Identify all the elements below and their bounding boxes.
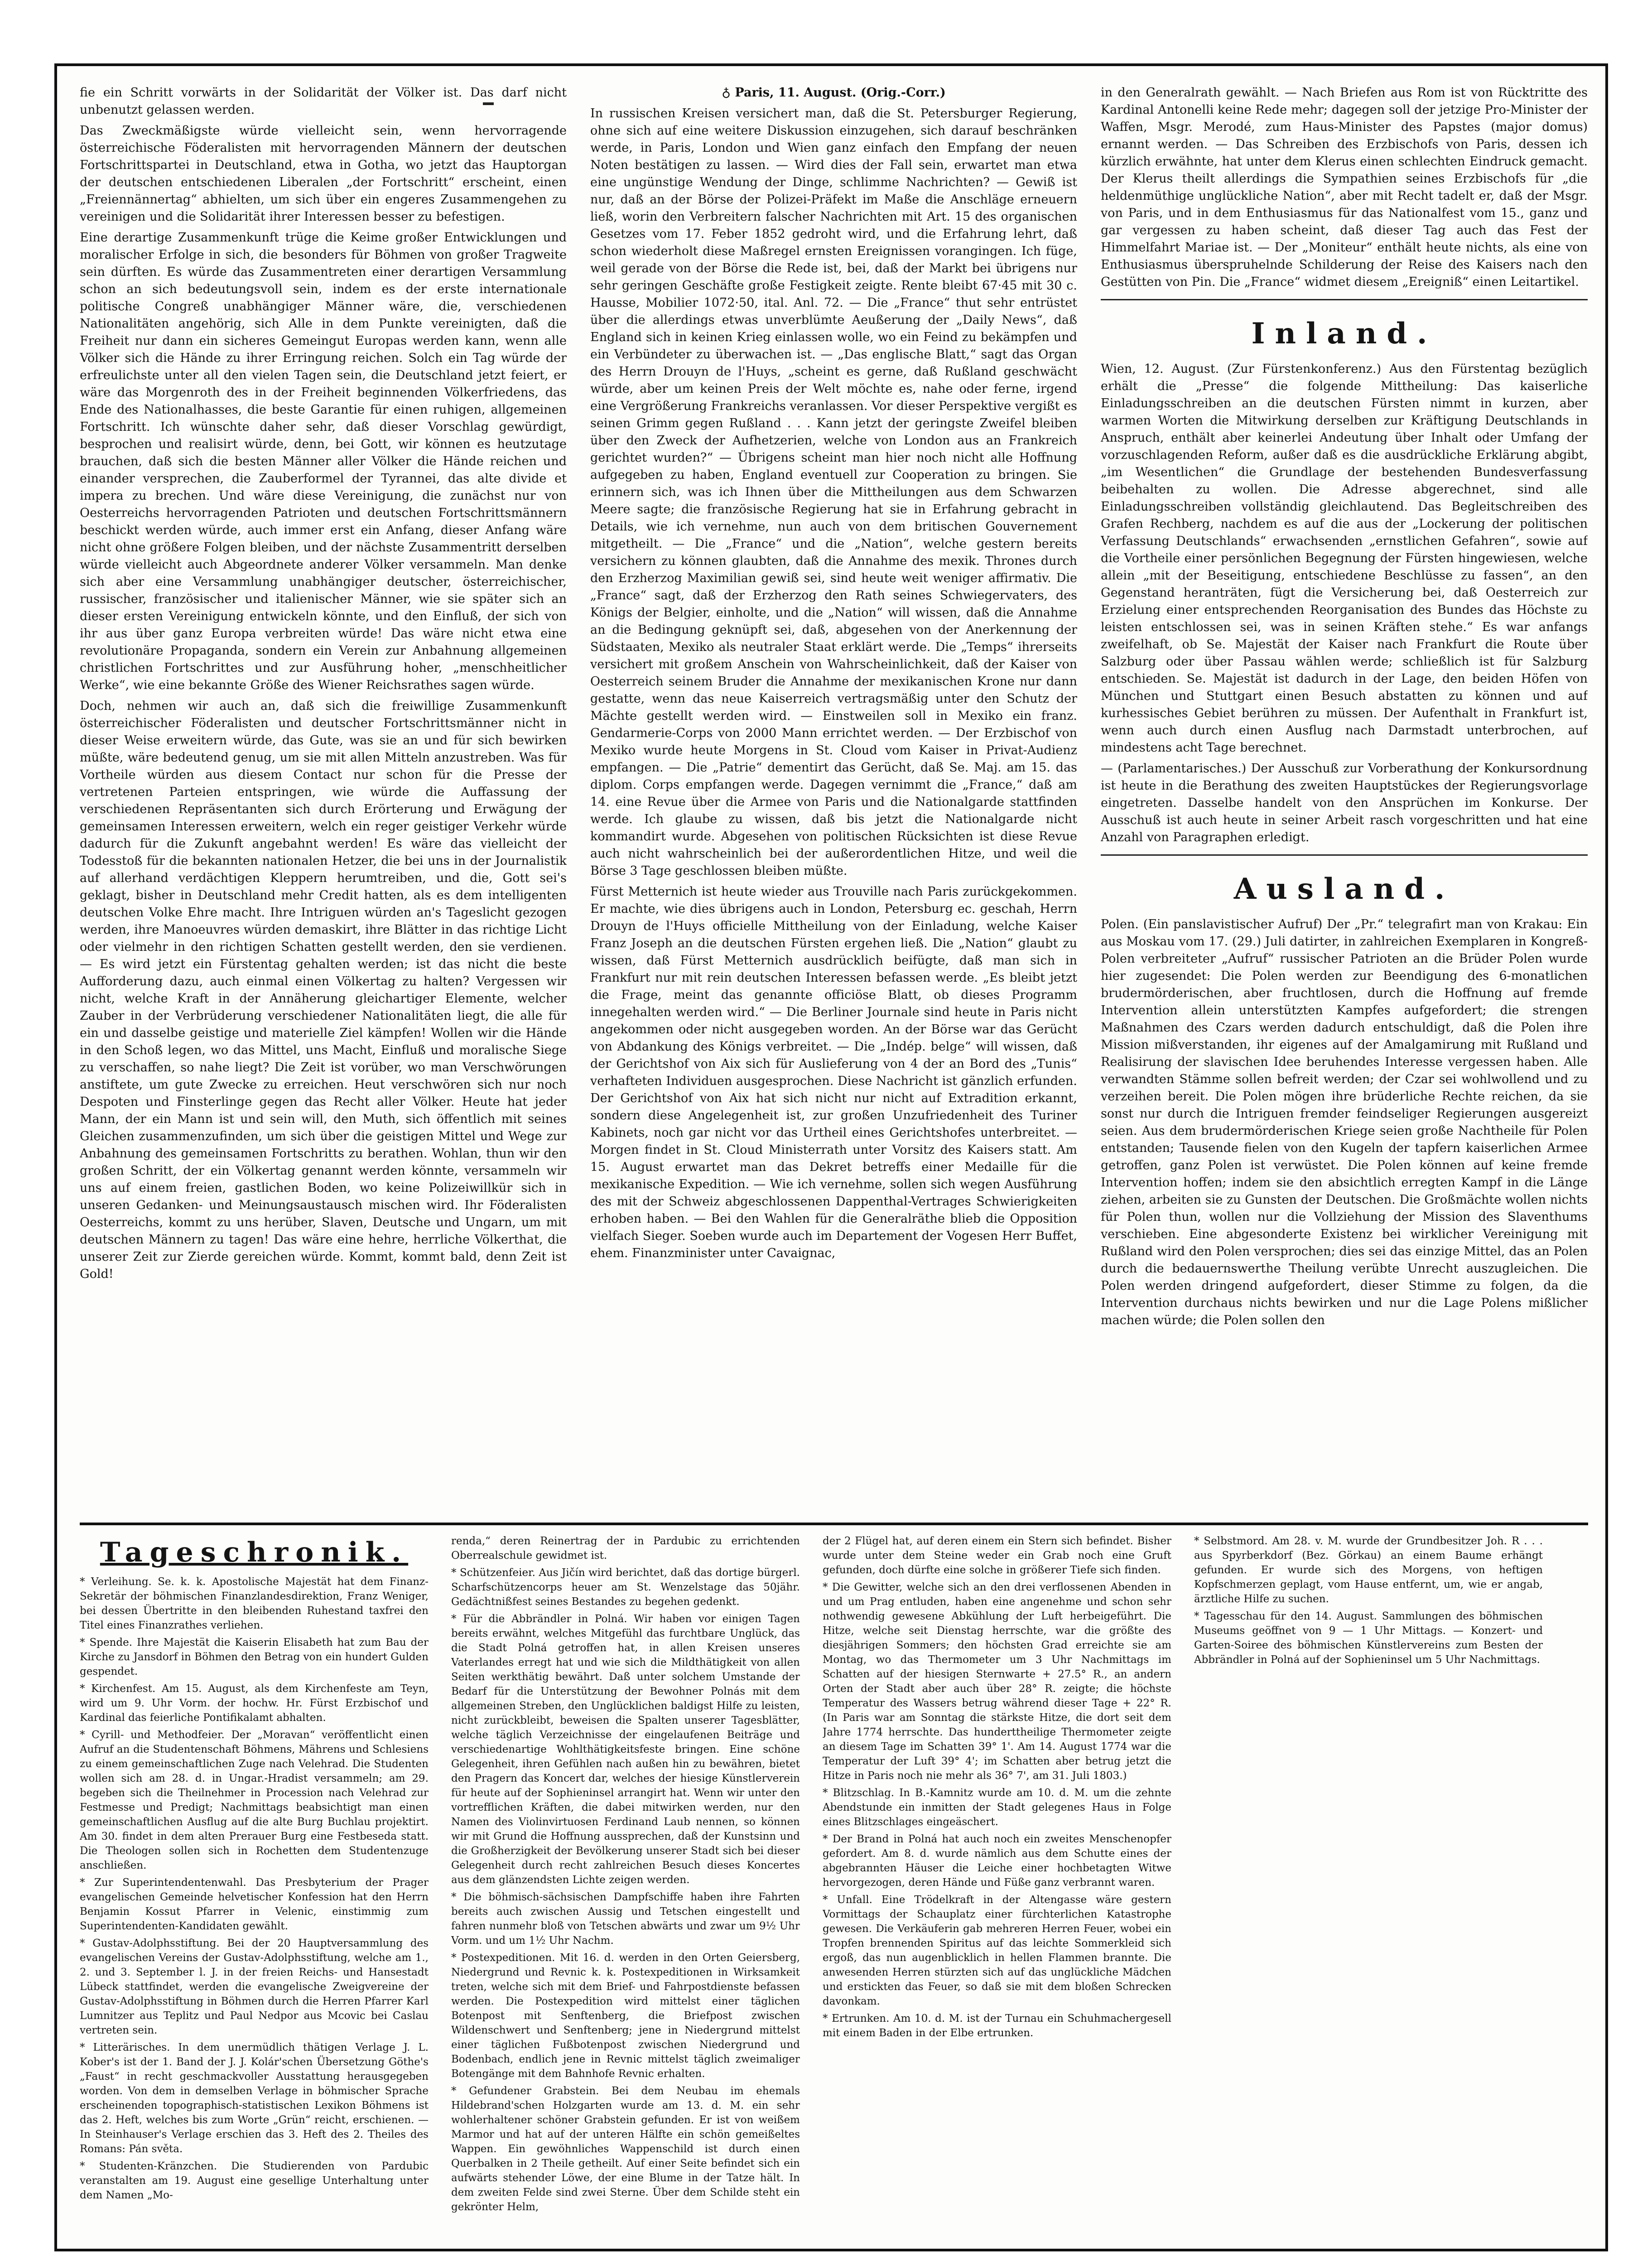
tageschronik-heading: Tageschronik. — [100, 1537, 409, 1568]
chronicle-item: * Selbstmord. Am 28. v. M. wurde der Grundbesitzer Joh. R . . . aus Spyrberkdorf (Bez. Görkau) an einem Baume erhängt gefunden. Er wurde sich des Morgens, von heftigen Kopfschmerzen geplagt, vom Hause entfernt, um, wie er angab, ärztliche Hilfe zu suchen. — [1194, 1535, 1543, 1605]
inland-paragraph: — (Parlamentarisches.) Der Ausschuß zur Vorberathung der Konkursordnung ist heute in die Berathung des zweiten Hauptstückes der Regierungsvorlage eingetreten. Dasselbe handelt von den Ansprüchen im Konkurse. Der Ausschuß ist auch heute in seiner Arbeit rasch vorgeschritten und hat eine Anzahl von Paragraphen erledigt. — [1101, 761, 1588, 844]
inland-heading: Inland. — [1251, 317, 1437, 351]
chronicle-item: * Litterärisches. In dem unermüdlich thätigen Verlage J. L. Kober's ist der 1. Band der J. J. Kolár'schen Übersetzung Göthe's „Faust“ in recht geschmackvoller Ausstattung herausgegeben worden. Von dem in demselben Verlage in böhmischer Sprache erscheinenden topographisch-statistischen Lexikon Böhmens ist das 2. Heft, welches bis zum Worte „Grün“ reicht, erschienen. — In Steinhauser's Verlage erschien das 3. Heft des 2. Theiles des Romans: Pán světa. — [80, 2042, 429, 2155]
inland-paragraph: Wien, 12. August. (Zur Fürstenkonferenz.) Aus den Fürstentag bezüglich erhält die „Presse“ die folgende Mittheilung: Das kaiserliche Einladungsschreiben an die deutschen Fürsten nimmt in kurzen, aber warmen Worten die Mitwirkung derselben zur Kräftigung Deutschlands in Anspruch, enthält aber keinerlei Andeutung über Inhalt oder Umfang der vorzuschlagenden Reform, außer daß es die ausdrückliche Erklärung abgibt, „im Wesentlichen“ die Grundlage der bestehenden Bundesverfassung beibehalten zu wollen. Die Adresse abgerechnet, sind alle Einladungsschreiben vollständig gleichlautend. Das Begleitschreiben des Grafen Rechberg, nachdem es auf die aus der „Lockerung der politischen Verfassung Deutschlands“ erwachsenden „ernstlichen Gefahren“, sowie auf die Vortheile einer persönlichen Begegnung der Fürsten hingewiesen, welche allein „mit der Beseitigung, entschiedene Beschlüsse zu fassen“, an den Gegenstand heranträten, fügt die Versicherung bei, daß Oesterreich zur Erzielung einer entsprechenden Reorganisation des Bundes das Höchste zu leisten entschlossen sei, was in seinen Kräften stehe.“ Es war anfangs zweifelhaft, ob Se. Majestät der Kaiser nach Frankfurt die Route über Salzburg oder über Passau wählen werde; schließlich ist für Salzburg entschieden. Se. Majestät ist dadurch in der Lage, den beiden Höfen von München und Stuttgart einen Besuch abstatten zu können und auf kurhessisches Gebiet berühren zu müssen. Der Aufenthalt in Frankfurt ist, wenn auch durch einen Ausflug nach Darmstadt unterbrochen, auf mindestens acht Tage berechnet. — [1101, 362, 1588, 755]
ausland-paragraph: Polen. (Ein panslavistischer Aufruf) Der „Pr.“ telegrafirt man von Krakau: Ein aus Moskau vom 17. (29.) Juli datirter, in zahlreichen Exemplaren in Kongreß-Polen verbreiteter „Aufruf“ russischer Patrioten an die Brüder Polen wurde hier zugesendet: Die Polen werden zur Beendigung des 6-monatlichen brudermörderischen, aber fruchtlosen, durch die Hoffnung auf fremde Intervention allein unterstützten Kampfes aufgefordert; die strengen Maßnahmen des Czars werden dadurch entschuldigt, daß die Polen ihre Mission mißverstanden, ihr eigenes auf der Amalgamirung mit Rußland und Realisirung der slavischen Idee beruhendes Interesse vergessen haben. Alle verwandten Stämme sollen befreit werden; der Czar sei wohlwollend und zu verzeihen bereit. Die Polen mögen ihre brüderliche Rechte reichen, da sie sonst nur durch die Intriguen fremder feindseliger Regierungen ausgereizt seien. Aus dem brudermörderischen Kriege seien große Nachtheile für Polen entstanden; Tausende fielen von den Kugeln der tapfern kaiserlichen Armee getroffen, ganz Polen ist verwüstet. Die Polen können auf keine fremde Intervention hoffen; indem sie den absichtlich erregten Kampf in die Länge ziehen, arbeiten sie zu Gunsten der Deutschen. Die Großmächte wollen nichts für Polen thun, wollen nur die Vollziehung der Mission des Slaventhums verschieben. Eine abgesonderte Existenz bei wirklicher Vereinigung mit Rußland wird den Polen versprochen; dies sei das einzige Mittel, das an Polen durch die bedauernswerthe Theilung verübte Unrecht auszugleichen. Die Polen werden dringend aufgefordert, dieser Stimme zu folgen, da die Intervention durchaus nichts bewirken und nur die Lage Polens mißlicher machen würde; die Polen sollen den — [1101, 917, 1588, 1327]
chronicle-item: * Tagesschau für den 14. August. Sammlungen des böhmischen Museums geöffnet von 9 — 1 Uhr Mittags. — Konzert- und Garten-Soiree des böhmischen Künstlervereins zum Besten der Abbrändler in Polná auf der Sophieninsel um 5 Uhr Nachmittags. — [1194, 1610, 1543, 1666]
chronicle-item: * Studenten-Kränzchen. Die Studierenden von Pardubic veranstalten am 19. August eine gesellige Unterhaltung unter dem Namen „Mo- — [80, 2160, 429, 2201]
chronicle-item: * Gefundener Grabstein. Bei dem Neubau im ehemals Hildebrand'schen Holzgarten wurde am 13. d. M. ein sehr wohlerhaltener schöner Grabstein gefunden. Er ist von weißem Marmor und hat auf der unteren Hälfte ein schön gemeißeltes Wappen. Ein gewöhnliches Wappenschild ist durch einen Querbalken in 2 Theile getheilt. Auf einer Seite befindet sich ein aufwärts stehender Löwe, der eine Blume in der Tatze hält. In dem zweiten Felde sind zwei Sterne. Über dem Schilde steht ein gekrönter Helm, — [451, 2085, 800, 2213]
tageschronik-column-4 — [1194, 1534, 1543, 2241]
section-rule — [1101, 299, 1588, 300]
column-1-paragraph: fie ein Schritt vorwärts in der Solidarität der Völker ist. Das darf nicht unbenutzt gelassen werden. — [80, 86, 567, 117]
chronicle-item: * Ertrunken. Am 10. d. M. ist der Turnau ein Schuhmachergesell mit einem Baden in der Elbe ertrunken. — [823, 2013, 1171, 2039]
chronicle-item: * Der Brand in Polná hat auch noch ein zweites Menschenopfer gefordert. Am 8. d. wurde nämlich aus dem Schutte eines der abgebrannten Häuser die Leiche einer hochbetagten Witwe hervorgezogen, deren Hände und Füße ganz verbrannt waren. — [823, 1833, 1171, 1889]
chronicle-item: * Blitzschlag. In B.-Kamnitz wurde am 10. d. M. um die zehnte Abendstunde ein inmitten der Stadt gelegenes Haus in Folge eines Blitzschlages eingeäschert. — [823, 1787, 1171, 1828]
chronicle-item: * Gustav-Adolphsstiftung. Bei der 20 Hauptversammlung des evangelischen Vereins der Gustav-Adolphsstiftung, welche am 1., 2. und 3. September l. J. in der freien Reichs- und Hansestadt Lübeck stattfindet, werden die evangelische Zweigvereine der Gustav-Adolphsstiftung in Böhmen durch die Herren Pfarrer Karl Lumnitzer aus Teplitz und Paul Nedpor aus Mcovic bei Caslau vertreten sein. — [80, 1937, 429, 2036]
page-divider — [80, 1523, 1588, 1525]
column-3-paragraph: in den Generalrath gewählt. — Nach Briefen aus Rom ist von Rücktritte des Kardinal Antonelli keine Rede mehr; dagegen soll der jetzige Pro-Minister der Waffen, Msgr. Merodé, zum Haus-Minister des Papstes (major domus) ernannt werden. — Das Schreiben des Erzbischofs von Paris, dessen ich kürzlich erwähnte, hat unter dem Klerus einen schlechten Eindruck gemacht. Der Klerus theilt allerdings die Sympathien seines Erzbischofs für „die heldenmüthige unglückliche Nation“, aber mit Recht tadelt er, daß der Msgr. von Paris, und in dem Enthusiasmus für das Nationalfest vom 15., ganz und gar vergessen zu haben scheint, daß dieser Tag auch das Fest der Himmelfahrt Mariae ist. — Der „Moniteur“ enthält heute nichts, als eine von Enthusiasmus überspruhelnde Schilderung der Reise des Kaisers nach den Gestütten von Pin. Die „France“ widmet diesem „Ereigniß“ einen Leitartikel. — [1101, 86, 1588, 289]
chronicle-item: * Cyrill- und Methodfeier. Der „Moravan“ veröffentlicht einen Aufruf an die Studentenschaft Böhmens, Mährens und Schlesiens zu einem gemeinschaftlichen Zuge nach Velehrad. Die Studenten wollen sich am 28. d. in Ungar.-Hradist versammeln; am 29. begeben sich die Theilnehmer in Procession nach Velehrad zur Festmesse und Predigt; Nachmittags beabsichtigt man einen gemeinschaftlichen Ausflug auf die alte Burg Buchlau projektirt. Am 30. findet in dem alten Prerauer Burg eine Festbesedа statt. Die Theologen sollen sich in Rochetten dem Studentenzuge anschließen. — [80, 1729, 429, 1871]
paris-dateline: ♁ Paris, 11. August. (Orig.-Corr.) — [722, 86, 946, 100]
chronicle-item: * Unfall. Eine Trödelkraft in der Altengasse wäre gestern Vormittags der Schauplatz einer fürchterlichen Katastrophe gewesen. Die Verkäuferin gab mehreren Herren Feuer, wobei ein Tropfen brennenden Spiritus auf das leichte Sommerkleid sich ergoß, das nun augenblicklich in hellen Flammen brannte. Die anwesenden Herren stürzten sich auf das unglückliche Mädchen und erstickten das Feuer, so daß sie mit dem bloßen Schrecken davonkam. — [823, 1894, 1171, 2007]
column-2-paragraph: In russischen Kreisen versichert man, daß die St. Petersburger Regierung, ohne sich auf eine weitere Diskussion einzugehen, sich darauf beschränken werde, in Paris, London und Wien ganz einfach den Empfang der neuen Noten bestätigen zu lassen. — Wird dies der Fall sein, erwartet man etwa eine ungünstige Wendung der Dinge, schlimme Nachrichten? — Gewiß ist nur, daß an der Börse der Polizei-Präfekt im Maße die Anschläge erneuern ließ, worin den Verbreitern falscher Nachrichten mit Art. 15 des organischen Gesetzes vom 17. Feber 1852 gedroht wird, und die Erfahrung lehrt, daß schon wiederholt diese Maßregel ernsten Ereignissen vorangingen. Ich füge, weil gerade von der Börse die Rede ist, bei, daß der Markt bei übrigens nur sehr geringen Geschäfte große Festigkeit zeigte. Rente bleibt 67·45 mit 30 c. Hausse, Mobilier 1072·50, ital. Anl. 72. — Die „France“ thut sehr entrüstet über die allerdings etwas unverblümte Aeußerung der „Daily News“, daß England sich in keinen Krieg einlassen wolle, wo ein Feind zu bekämpfen und ein Verbündeter zu überwachen ist. — „Das englische Blatt,“ sagt das Organ des Herrn Drouyn de l'Huys, „scheint es gerne, daß Rußland geschwächt würde, aber um keinen Preis der Welt möchte es, nahe oder ferne, irgend eine Vergrößerung Frankreichs veranlassen. Vor dieser Perspektive vergißt es seinen Grimm gegen Rußland . . . Kann jetzt der geringste Zweifel bleiben über den Zweck der Aufhetzerien, welche von London aus an Frankreich gerichtet wurden?“ — Übrigens scheint man hier noch nicht alle Hoffnung aufgegeben zu haben, England eventuell zur Cooperation zu bringen. Sie erinnern sich, was ich Ihnen über die Mittheilungen aus dem Schwarzen Meere sagte; die französische Regierung hat sie in Erfahrung gebracht in Details, wie ich vernehme, nun auch von dem britischen Gouvernement mitgetheilt. — Die „France“ und die „Nation“, welche gestern bereits versichern zu können glaubten, daß die Annahme des mexik. Thrones durch den Erzherzog Maximilian gewiß sei, sind heute weit weniger affirmativ. Die „France“ sagt, daß der Erzherzog den Rath seines Schwiegervaters, des Königs der Belgier, einholte, und die „Nation“ will wissen, daß die Annahme an die Bedingung geknüpft sei, daß, abgesehen von der Anerkennung der Südstaaten, Mexiko als neutraler Staat erklärt werde. Die „Temps“ ihrerseits versichert mit großem Anschein von Wahrscheinlichkeit, daß der Kaiser von Oesterreich seinem Bruder die Annahme der mexikanischen Krone nur dann gestatte, wenn das neue Kaiserreich vertragsmäßig unter den Schutz der Mächte gestellt werden wird. — Einstweilen soll in Mexiko ein franz. Gendarmerie-Corps von 2000 Mann errichtet werden. — Der Erzbischof von Mexiko wurde heute Morgens in St. Cloud vom Kaiser in Privat-Audienz empfangen. — Die „Patrie“ dementirt das Gerücht, daß Se. Maj. am 15. das diplom. Corps empfangen werde. Dagegen vernimmt die „France,“ daß am 14. eine Revue über die Armee von Paris und die Nationalgarde stattfinden werde. Ich glaube zu wissen, daß bis jetzt die Nationalgarde nicht kommandirt wurde. Abgesehen von politischen Rücksichten ist diese Revue auch nicht wahrscheinlich bei der außerordentlichen Hitze, und weil die Börse 3 Tage geschlossen bleiben müßte. — [590, 106, 1077, 878]
column-1 — [80, 84, 567, 1516]
column-2 — [590, 84, 1077, 1516]
column-3 — [1101, 84, 1588, 1516]
chronicle-item: * Spende. Ihre Majestät die Kaiserin Elisabeth hat zum Bau der Kirche zu Jansdorf in Böhmen den Betrag von ein hundert Gulden gespendet. — [80, 1637, 429, 1677]
chronicle-item: * Postexpeditionen. Mit 16. d. werden in den Orten Geiersberg, Niedergrund und Revnic k. k. Postexpeditionen in Wirksamkeit treten, welche sich mit dem Brief- und Fahrpostdienste befassen werden. Die Postexpedition wird mittelst einer täglichen Botenpost mit Senftenberg, die Briefpost zwischen Wildenschwert und Senftenberg; jene in Niedergrund mittelst einer täglichen Fußbotenpost zwischen Niedergrund und Bodenbach, endlich jene in Revnic mittelst täglich zweimaliger Botengänge mit dem Bahnhofe Revnic erhalten. — [451, 1952, 800, 2080]
column-1-paragraph: Das Zweckmäßigste würde vielleicht sein, wenn hervorragende österreichische Föderalisten mit hervorragenden Männern der deutschen Fortschrittspartei in Deutschland, etwa in Gotha, wo jetzt das Hauptorgan der deutschen entschiedenen Liberalen „der Fortschritt“ erscheint, einen „Freiennännertag“ abhielten, um sich über ein engeres Zusammengehen zu vereinigen und die Solidarität ihrer Interessen besser zu befestigen. — [80, 124, 567, 224]
newspaper-page — [54, 63, 1608, 2251]
ausland-heading: Ausland. — [1233, 872, 1455, 906]
chronicle-item: * Verleihung. Se. k. k. Apostolische Majestät hat dem Finanz-Sekretär der böhmischen Finanzlandesdirektion, Franz Weniger, bei dessen Übertritte in den bleibenden Ruhestand taxfrei den Titel eines Finanzrathes verliehen. — [80, 1576, 429, 1631]
tageschronik-section — [80, 1534, 1588, 2241]
chronicle-item: * Für die Abbrändler in Polná. Wir haben vor einigen Tagen bereits erwähnt, welches Mitgefühl das furchtbare Unglück, das die Stadt Polná getroffen hat, in allen Kreisen unseres Vaterlandes erregt hat und wie sich die Mildthätigkeit von allen Seiten werkthätig bewährt. Daß unter solchem Umstande der Bedarf für die Unterstützung der Bewohner Polnás mit dem allgemeinen Streben, den Unglücklichen baldigst Hilfe zu leisten, nicht zurückbleibt, beweisen die Spalten unserer Tagesblätter, welche täglich Verzeichnisse der eingelaufenen Beiträge und verschiedenartige Wohlthätigkeitsfeste bringen. Eine schöne Gelegenheit, ihren Gefühlen nach außen hin zu bewähren, bietet den Pragern das Koncert dar, welches der hiesige Künstlerverein für heute auf der Sophieninsel arrangirt hat. Wenn wir unter den vortrefflichen Kräften, die dabei mitwirken werden, nur den Namen des Violinvirtuosen Ferdinand Laub nennen, so können wir mit Grund die Hoffnung aussprechen, daß der Kunstsinn und die Großherzigkeit der Bevölkerung unserer Stadt sich bei dieser Gelegenheit durch recht zahlreichen Besuch dieses Koncertes aus dem glänzendsten Lichte zeigen werden. — [451, 1613, 800, 1886]
column-1-paragraph: Doch, nehmen wir auch an, daß sich die freiwillige Zusammenkunft österreichischer Föderalisten und deutscher Fortschrittsmänner nicht in dieser Weise erweitern würde, das Gute, was sie an und für sich bewirken müßte, wäre bedeutend genug, um sie mit allen Mitteln anzustreben. Was für Vortheile würden aus diesem Contact nur schon für die Presse der vertretenen Parteien entspringen, wie würde die Auffassung der verschiedenen Repräsentanten sich durch Erörterung und Erwägung der gemeinsamen Interessen erweitern, welch ein reger geistiger Verkehr würde dadurch für die Zukunft angebahnt werden! Es wäre das vielleicht der Todesstoß für die bekannten nationalen Hetzer, die bei uns in der Journalistik auf allerhand verdächtigen Kleppern herumtreiben, und die, Gott sei's geklagt, bisher in Deutschland mehr Credit hatten, als es dem intelligenten deutschen Volke Ehre macht. Ihre Intriguen würden an's Tageslicht gezogen werden, ihre Manoeuvres würden demaskirt, ihre Blätter in das richtige Licht oder vielmehr in den richtigen Schatten gestellt werden, den sie verdienen. — Es wird jetzt ein Fürstentag gehalten werden; ist das nicht die beste Aufforderung dazu, auch einmal einen Völkertag zu halten? Vergessen wir nicht, welche Kraft in der Annäherung gleichartiger Elemente, welcher Zauber in der Verbrüderung verschiedener Nationalitäten liegt, die alle für ein und dasselbe geistige und materielle Ziel kämpfen! Wollen wir die Hände in den Schoß legen, wo das Mittel, uns Macht, Einfluß und moralische Siege zu verschaffen, so nahe liegt? Die Zeit ist vorüber, wo man Verschwörungen anstiftete, um gute Zwecke zu erreichen. Heut verschwören sich nur noch Despoten und Finsterlinge gegen das Recht aller Völker. Heute hat jeder Mann, der ein Mann ist und sein will, den Muth, sich öffentlich mit seines Gleichen zusammenzufinden, um sich über die geistigen Mittel und Wege zur Anbahnung des gemeinsamen Fortschritts zu berathen. Wohlan, thun wir den großen Schritt, der ein Völkertag genannt werden könnte, versammeln wir uns auf einem freien, gastlichen Boden, wo keine Polizeiwillkür sich in unseren Gedanken- und Meinungsaustausch mischen wird. Ihr Föderalisten Oesterreichs, kommt zu uns herüber, Slaven, Deutsche und Ungarn, um mit deutschen Männern zu tagen! Das wäre eine hehre, herrliche Völkerthat, die unserer Zeit zur Zierde gereichen würde. Kommt, kommt bald, denn Zeit ist Gold! — [80, 699, 567, 1281]
chronicle-item: * Kirchenfest. Am 15. August, als dem Kirchenfeste am Teyn, wird um 9. Uhr Vorm. der hochw. Hr. Fürst Erzbischof und Kardinal das feierliche Pontifikalamt abhalten. — [80, 1683, 429, 1724]
chronicle-item: renda,“ deren Reinertrag der in Pardubic zu errichtenden Oberrealschule gewidmet ist. — [451, 1535, 800, 1561]
tageschronik-column-3 — [823, 1534, 1171, 2241]
chronicle-item: * Die Gewitter, welche sich an den drei verflossenen Abenden in und um Prag entluden, haben eine angenehme und schon sehr nothwendig gewesene Abkühlung der Luft herbeigeführt. Die Hitze, welche seit Dienstag herrschte, war die größte des diesjährigen Sommers; den höchsten Grad erreichte sie am Montag, wo das Thermometer um 3 Uhr Nachmittags im Schatten auf der hiesigen Sternwarte + 27.5° R., an andern Orten der Stadt aber auch über 28° R. zeigte; die höchste Temperatur des Wassers betrug während dieser Tage + 22° R. (In Paris war am Sonntag die stärkste Hitze, die dort seit dem Jahre 1774 herrschte. Das hunderttheilige Thermometer zeigte an diesem Tage im Schatten 39° 1'. Am 14. August 1774 war die Temperatur der Luft 39° 4'; im Schatten aber betrug jetzt die Hitze in Paris noch nie mehr als 36° 7', am 31. Juli 1803.) — [823, 1581, 1171, 1782]
chronicle-item: * Die böhmisch-sächsischen Dampfschiffe haben ihre Fahrten bereits auch zwischen Aussig und Tetschen eingestellt und fahren nunmehr bloß von Tetschen abwärts und zwar um 9½ Uhr Vorm. und um 1½ Uhr Nachm. — [451, 1891, 800, 1947]
tageschronik-column-2 — [451, 1534, 800, 2241]
chronicle-item: der 2 Flügel hat, auf deren einem ein Stern sich befindet. Bisher wurde unter dem Steine weder ein Grab noch eine Gruft gefunden, doch dürfte eine solche in größerer Tiefe sich finden. — [823, 1535, 1171, 1576]
chronicle-item: * Zur Superintendentenwahl. Das Presbyterium der Prager evangelischen Gemeinde helvetischer Konfession hat den Herrn Benjamin Kossut Pfarrer in Velenic, einstimmig zum Superintendenten-Kandidaten gewählt. — [80, 1877, 429, 1932]
chronicle-item: * Schützenfeier. Aus Jičín wird berichtet, daß das dortige bürgerl. Scharfschützencorps heuer am St. Wenzelstage das 50jähr. Gedächtnißfest seines Bestandes zu begehen gedenkt. — [451, 1567, 800, 1608]
column-2-paragraph: Fürst Metternich ist heute wieder aus Trouville nach Paris zurückgekommen. Er machte, wie dies übrigens auch in London, Petersburg ec. geschah, Herrn Drouyn de l'Huys officielle Mittheilung von der Einladung, welche Kaiser Franz Joseph an die deutschen Fürsten ergehen ließ. Die „Nation“ glaubt zu wissen, daß Fürst Metternich ausdrücklich beifügte, daß man sich in Frankfurt nur mit rein deutschen Interessen befassen werde. „Es bleibt jetzt die Frage, meint das genannte officiöse Blatt, ob dieses Programm innegehalten werden wird.“ — Die Berliner Journale sind heute in Paris nicht angekommen oder nicht ausgegeben worden. An der Börse war das Gerücht von Abdankung des Königs verbreitet. — Die „Indép. belge“ will wissen, daß der Gerichtshof von Aix sich für Auslieferung von 4 der an Bord des „Tunis“ verhafteten Individuen ausgesprochen. Diese Nachricht ist gänzlich erfunden. Der Gerichtshof von Aix hat sich nicht nur nicht auf Extradition erkannt, sondern diese Angelegenheit ist, zur großen Unzufriedenheit des Turiner Kabinets, noch gar nicht vor das Urtheil eines Gerichtshofes unterbreitet. — Morgen findet in St. Cloud Ministerrath unter Vorsitz des Kaisers statt. Am 15. August erwartet man das Dekret betreffs einer Medaille für die mexikanische Expedition. — Wie ich vernehme, sollen sich wegen Ausführung des mit der Schweiz abgeschlossenen Dappenthal-Vertrages Schwierigkeiten erhoben haben. — Bei den Wahlen für die Generalräthe blieb die Opposition vielfach Sieger. Soeben wurde auch im Departement der Vogesen Herr Buffet, ehem. Finanzminister unter Cavaignac, — [590, 885, 1077, 1260]
tageschronik-column-1 — [80, 1534, 429, 2241]
main-columns — [80, 84, 1588, 1516]
column-1-paragraph: Eine derartige Zusammenkunft trüge die Keime großer Entwicklungen und moralischer Erfolge in sich, die besonders für Böhmen von großer Tragweite sein dürften. Es würde das Zusammentreten einer derartigen Versammlung schon an sich bedeutungsvoll sein, indem es der erste internationale politische Congreß unabhängiger Männer wäre, die, verschiedenen Nationalitäten angehörig, sich Alle in dem Punkte vereinigten, daß die Freiheit nur dann ein sicheres Gemeingut Europas werden kann, wenn alle Völker sich die Hände zu ihrer Erringung reichen. Solch ein Tag würde der erfreulichste unter all den vielen Tagen sein, die Deutschland jetzt feiert, er wäre das Morgenroth des in der Freiheit beginnenden Völkerfriedens, das Ende des Nationalhasses, die beste Garantie für einen ruhigen, allgemeinen Fortschritt. Ich wünschte daher sehr, daß dieser Vorschlag gewürdigt, besprochen und realisirt würde, denn, bei Gott, wir können es heutzutage brauchen, daß sich die besten Männer aller Völker die Hände reichen und einander versprechen, die Zauberformel der Tyrannei, das alte divide et impera zu brechen. Und wäre diese Vereinigung, die zunächst nur von Oesterreichs hervorragenden Patrioten und deutschen Fortschrittsmännern beschickt werden würde, auch immer erst ein Anfang, dieser Anfang wäre nicht ohne größere Folgen bleiben, und der nächste Zusammentritt derselben würde vielleicht auch Abgeordnete anderer Völker versammeln. Man denke sich aber eine Versammlung unabhängiger deutscher, österreichischer, russischer, französischer und italienischer Männer, wie sie später sich an dieser ersten Vereinigung entwickeln könnte, und den Einfluß, der sich von ihr aus über ganz Europa verbreiten würde! Das wäre nicht etwa eine revolutionäre Propaganda, sondern ein Verein zur Anbahnung allgemeinen christlichen Fortschrittes und zur Ausführung hoher, „menschheitlicher Werke“, wie eine bekannte Größe des Wiener Reichsrathes sagen würde. — [80, 231, 567, 692]
section-rule — [1101, 854, 1588, 856]
